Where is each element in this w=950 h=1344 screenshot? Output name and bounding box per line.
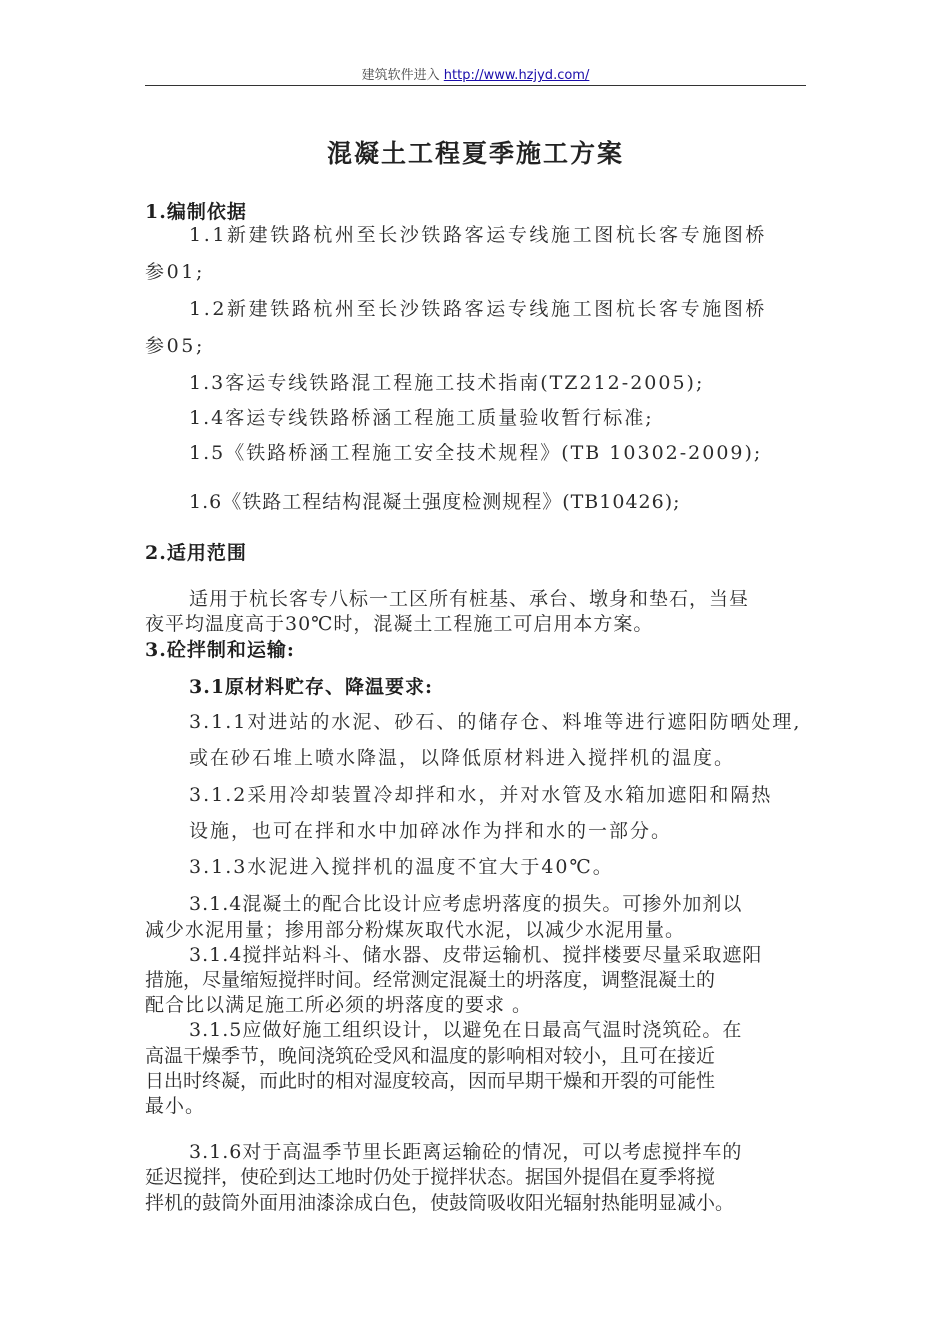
paragraph-line: 3.1.1对进站的水泥、砂石、的储存仓、料堆等进行遮阳防晒处理,	[189, 711, 802, 733]
header-divider	[145, 85, 806, 86]
subsection-heading: 3.1原材料贮存、降温要求:	[189, 676, 434, 698]
page-header	[145, 64, 806, 83]
header-text: 建筑软件进入	[361, 68, 444, 83]
paragraph-line: 参01;	[145, 261, 205, 283]
paragraph-line: 日出时终凝，而此时的相对湿度较高，因而早期干燥和开裂的可能性	[145, 1070, 716, 1092]
paragraph-line: 3.1.2采用冷却装置冷却拌和水，并对水管及水箱加遮阳和隔热	[189, 784, 773, 806]
paragraph-line: 3.1.3水泥进入搅拌机的温度不宜大于40℃。	[189, 856, 614, 878]
paragraph-line: 1.1新建铁路杭州至长沙铁路客运专线施工图杭长客专施图桥	[189, 224, 768, 246]
paragraph-line: 参05;	[145, 335, 205, 357]
paragraph-line: 夜平均温度高于30℃时，混凝土工程施工可启用本方案。	[145, 613, 654, 635]
paragraph-line: 适用于杭长客专八标一工区所有桩基、承台、墩身和垫石，当昼	[189, 588, 750, 610]
paragraph-line: 设施，也可在拌和水中加碎冰作为拌和水的一部分。	[189, 820, 673, 842]
paragraph-line: 1.6《铁路工程结构混凝土强度检测规程》(TB10426);	[189, 491, 681, 513]
paragraph-line: 3.1.6对于高温季节里长距离运输砼的情况，可以考虑搅拌车的	[189, 1141, 743, 1163]
paragraph-line: 1.5《铁路桥涵工程施工安全技术规程》(TB 10302-2009);	[189, 442, 763, 464]
paragraph-line: 配合比以满足施工所必须的坍落度的要求 。	[145, 994, 533, 1016]
header-link[interactable]: http://www.hzjyd.com/	[443, 68, 590, 83]
paragraph-line: 或在砂石堆上喷水降温，以降低原材料进入搅拌机的温度。	[189, 747, 736, 769]
paragraph-line: 1.4客运专线铁路桥涵工程施工质量验收暂行标准;	[189, 407, 654, 429]
paragraph-line: 措施，尽量缩短搅拌时间。经常测定混凝土的坍落度，调整混凝土的	[145, 969, 716, 991]
paragraph-line: 最小。	[145, 1095, 206, 1117]
paragraph-line: 3.1.5应做好施工组织设计，以避免在日最高气温时浇筑砼。在	[189, 1019, 743, 1041]
section-heading: 3.砼拌制和运输:	[145, 639, 295, 661]
paragraph-line: 拌机的鼓筒外面用油漆涂成白色，使鼓筒吸收阳光辐射热能明显减小。	[145, 1192, 735, 1214]
paragraph-line: 1.2新建铁路杭州至长沙铁路客运专线施工图杭长客专施图桥	[189, 298, 768, 320]
section-heading: 2.适用范围	[145, 542, 247, 564]
paragraph-line: 3.1.4混凝土的配合比设计应考虑坍落度的损失。可掺外加剂以	[189, 893, 743, 915]
paragraph-line: 3.1.4搅拌站料斗、储水器、皮带运输机、搅拌楼要尽量采取遮阳	[189, 944, 763, 966]
paragraph-line: 1.3客运专线铁路混工程施工技术指南(TZ212-2005);	[189, 372, 705, 394]
section-heading: 1.编制依据	[145, 201, 247, 223]
paragraph-line: 高温干燥季节，晚间浇筑砼受风和温度的影响相对较小，且可在接近	[145, 1045, 716, 1067]
paragraph-line: 减少水泥用量；掺用部分粉煤灰取代水泥，以减少水泥用量。	[145, 919, 686, 941]
paragraph-line: 延迟搅拌，使砼到达工地时仍处于搅拌状态。据国外提倡在夏季将搅	[145, 1166, 716, 1188]
document-title: 混凝土工程夏季施工方案	[326, 139, 624, 168]
